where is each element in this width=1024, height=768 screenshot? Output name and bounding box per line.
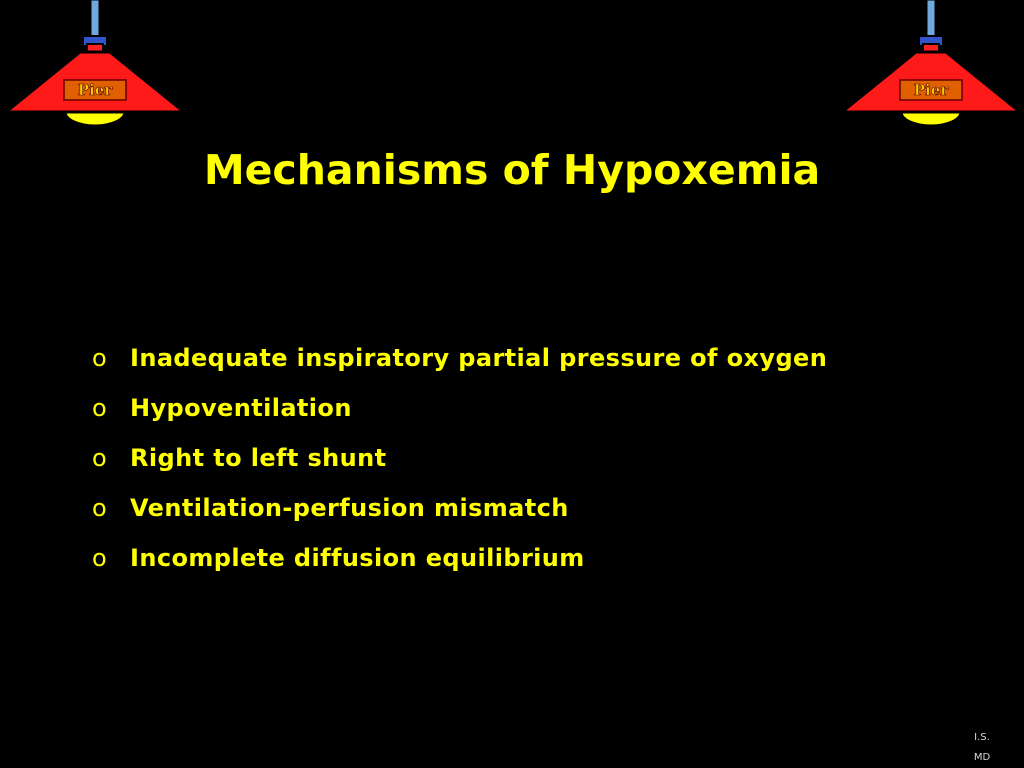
lamp-label-left: Pier: [77, 81, 113, 99]
lamp-graphic: [838, 0, 1024, 130]
bullet-marker-icon: o: [92, 444, 108, 472]
bullet-item: [88, 438, 848, 478]
bullet-item: [88, 538, 848, 578]
footer-degree: MD: [973, 752, 991, 763]
footer-initials: I.S.: [974, 732, 990, 743]
bullet-list: [88, 338, 848, 588]
bullet-text: Ventilation-perfusion mismatch: [130, 494, 569, 522]
bullet-item: [88, 338, 848, 378]
pendant-lamp-left-icon: [0, 0, 190, 130]
bullet-text: Incomplete diffusion equilibrium: [130, 544, 585, 572]
pendant-lamp-right-icon: [838, 0, 1024, 130]
bullet-marker-icon: o: [92, 494, 108, 522]
bullet-item: [88, 488, 848, 528]
bullet-text: Hypoventilation: [130, 394, 352, 422]
bullet-marker-icon: o: [92, 394, 108, 422]
lamp-label-right: Pier: [913, 81, 949, 99]
lamp-graphic: [0, 0, 190, 130]
bullet-text: Inadequate inspiratory partial pressure of oxygen: [130, 344, 828, 372]
slide-title: Mechanisms of Hypoxemia: [203, 146, 821, 194]
bullet-item: [88, 388, 848, 428]
bullet-text: Right to left shunt: [130, 444, 387, 472]
bullet-marker-icon: o: [92, 544, 108, 572]
bullet-marker-icon: o: [92, 344, 108, 372]
author-footer: [958, 728, 1006, 768]
